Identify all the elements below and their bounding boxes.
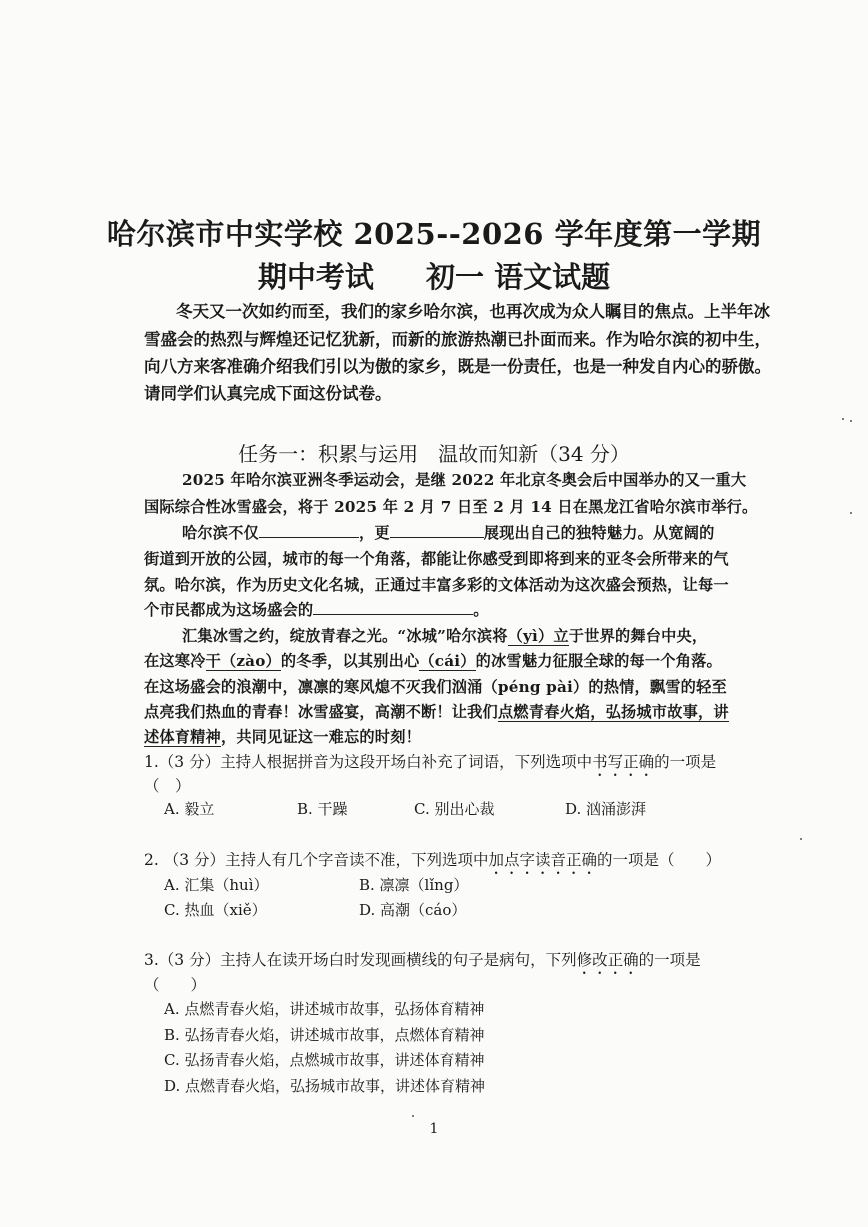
- option-2a[interactable]: A. 汇集（huì）: [164, 876, 269, 894]
- passage-text: 。: [473, 601, 489, 619]
- passage-line: 在这场盛会的浪潮中，凛凛的寒风熄不灭我们汹涌（péng pài）的热情，飘雪的轻至: [144, 678, 727, 696]
- question-text: 的一项是: [638, 951, 701, 969]
- passage-line: [144, 650, 722, 671]
- option-1c[interactable]: C. 别出心裁: [414, 800, 495, 818]
- passage-line: 国际综合性冰雪盛会，将于 2025 年 2 月 7 日至 2 月 14 日在黑龙江省哈尔滨市举行。: [144, 498, 758, 516]
- passage-line: [144, 701, 729, 722]
- passage-line: [144, 726, 421, 747]
- question-text: 1.（3 分）主持人根据拼音为这段开场白补充了词语，下列选项中: [144, 753, 593, 771]
- question-text: 3.（3 分）主持人在读开场白时发现画横线的句子是病句，下列: [144, 951, 577, 969]
- scan-speck: [412, 1115, 414, 1117]
- fill-blank-2[interactable]: [390, 523, 484, 538]
- passage-line: [182, 625, 707, 646]
- passage-line-fill: [182, 522, 715, 543]
- passage-text: 汇集冰雪之约，绽放青春之光。“冰城”哈尔滨将: [182, 627, 508, 645]
- intro-line: 雪盛会的热烈与辉煌还记忆犹新，而新的旅游热潮已扑面而来。作为哈尔滨的初中生，: [144, 330, 771, 349]
- passage-text: ，共同见证这一难忘的时刻！: [220, 728, 421, 746]
- fill-blank-1[interactable]: [259, 523, 359, 538]
- passage-text: 个市民都成为这场盛会的: [144, 601, 314, 619]
- passage-line: 街道到开放的公园，城市的每一个角落，都能让你感受到即将到来的亚冬会所带来的气: [144, 550, 729, 568]
- scan-speck: [850, 512, 852, 514]
- option-3d[interactable]: D. 点燃青春火焰，弘扬城市故事，讲述体育精神: [164, 1077, 486, 1095]
- option-3b[interactable]: B. 弘扬青春火焰，讲述城市故事，点燃体育精神: [164, 1026, 485, 1044]
- question-3-stem: [144, 948, 701, 978]
- page-number: 1: [429, 1121, 439, 1137]
- exam-title-line1: 哈尔滨市中实学校 2025--2026 学年度第一学期: [106, 217, 762, 251]
- emphasized-text: 加点字读音正确: [488, 851, 598, 869]
- underlined-word: （yì）立: [507, 627, 569, 645]
- exam-title-line2: [0, 255, 868, 296]
- intro-line: 冬天又一次如约而至，我们的家乡哈尔滨，也再次成为众人瞩目的焦点。上半年冰: [176, 302, 770, 321]
- scan-speck: [800, 838, 802, 840]
- passage-text: 的冬季，以其别出心: [280, 652, 420, 670]
- passage-line: 2025 年哈尔滨亚洲冬季运动会，是继 2022 年北京冬奥会后中国举办的又一重大: [182, 471, 747, 489]
- option-1d[interactable]: D. 汹涌澎湃: [565, 800, 647, 818]
- passage-text: 的冰雪魅力征服全球的每一个角落。: [475, 652, 722, 670]
- grade-label: 初一: [425, 260, 484, 294]
- question-text: 的一项是: [654, 753, 717, 771]
- option-1b[interactable]: B. 干躁: [297, 800, 348, 818]
- passage-line-fill: [144, 599, 489, 620]
- subject-label: 语文试题: [494, 260, 611, 294]
- underlined-sentence: 点燃青春火焰，弘扬城市故事，讲: [497, 703, 729, 721]
- question-text: 2. （3 分）主持人有几个字音读不准，下列选项中: [144, 851, 489, 869]
- underlined-sentence: 述体育精神: [144, 728, 221, 746]
- underlined-word: 干（zào）: [205, 652, 281, 670]
- option-3c[interactable]: C. 弘扬青春火焰，点燃城市故事，讲述体育精神: [164, 1051, 485, 1069]
- passage-text: 哈尔滨不仅: [182, 524, 259, 542]
- emphasized-text: 书写正确: [592, 753, 655, 771]
- emphasized-text: 修改正确: [576, 951, 639, 969]
- scan-speck: [850, 420, 852, 422]
- scan-speck: [842, 418, 844, 420]
- question-1-stem: [144, 750, 716, 780]
- answer-paren[interactable]: （ ）: [144, 777, 191, 795]
- option-1a[interactable]: A. 毅立: [164, 800, 215, 818]
- passage-text: 在这寒冷: [144, 652, 206, 670]
- answer-paren[interactable]: （ ）: [144, 976, 207, 994]
- passage-text: 展现出自己的独特魅力。从宽阔的: [483, 524, 715, 542]
- passage-line: 氛。哈尔滨，作为历史文化名城，正通过丰富多彩的文体活动为这次盛会预热，让每一: [144, 576, 729, 594]
- passage-text: ，更: [358, 524, 390, 542]
- task-heading: 任务一：积累与运用 温故而知新（34 分）: [238, 442, 630, 466]
- option-2d[interactable]: D. 高潮（cáo）: [359, 901, 467, 919]
- fill-blank-3[interactable]: [313, 600, 473, 615]
- underlined-word: （cái）: [419, 652, 476, 670]
- intro-line: 向八方来客准确介绍我们引以为傲的家乡，既是一份责任，也是一种发自内心的骄傲。: [144, 357, 771, 376]
- passage-text: 点亮我们热血的青春！冰雪盛宴，高潮不断！让我们: [144, 703, 498, 721]
- option-2c[interactable]: C. 热血（xiě）: [164, 901, 267, 919]
- passage-text: 于世界的舞台中央，: [568, 627, 708, 645]
- intro-line: 请同学们认真完成下面这份试卷。: [144, 384, 392, 403]
- exam-type: 期中考试: [257, 260, 374, 294]
- question-text: 的一项是（ ）: [597, 851, 722, 869]
- option-3a[interactable]: A. 点燃青春火焰，讲述城市故事，弘扬体育精神: [164, 1000, 485, 1018]
- option-2b[interactable]: B. 凛凛（lǐng）: [359, 876, 469, 894]
